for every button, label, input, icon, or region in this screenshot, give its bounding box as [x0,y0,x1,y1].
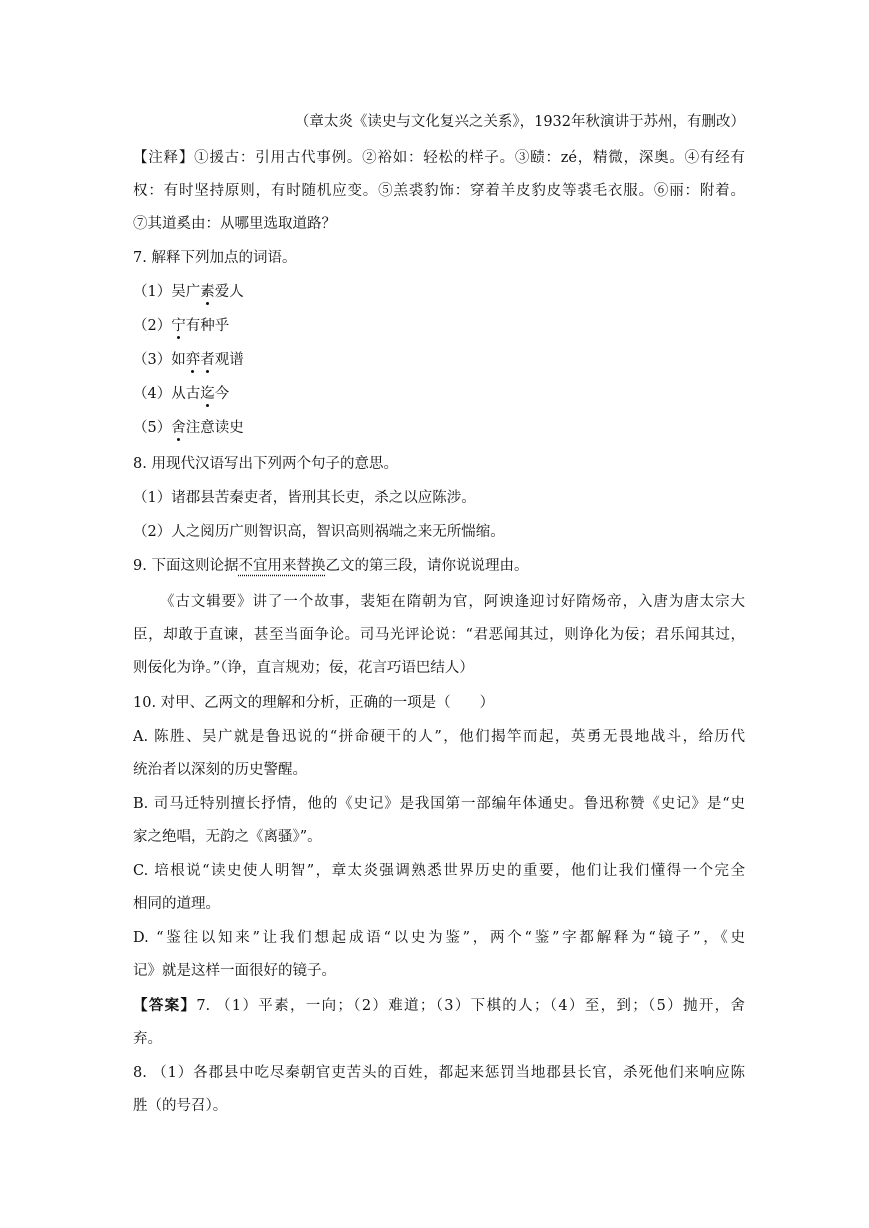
q9-passage-line-2: 臣，却敢于直谏，甚至当面争论。司马光评论说：“君恶闻其过，则诤化为佞；君乐闻其过， [133,627,745,643]
q9-passage-line-3: 则佞化为诤。”（诤，直言规劝；佞，花言巧语巴结人） [133,660,474,676]
q10-option-a-line-2: 统治者以深刻的历史警醒。 [133,762,307,778]
q10-option-b-line-2: 家之绝唱，无韵之《离骚》”。 [133,829,322,845]
q10-option-b-line-1: B. 司马迁特别擅长抒情，他的《史记》是我国第一部编年体通史。鲁迅称赞《史记》是“史 [133,796,745,812]
question-8-title: 8. 用现代汉语写出下列两个句子的意思。 [133,456,398,472]
q7-item-2: （2）宁有种乎 [133,318,230,334]
dotted-char: 者 [200,352,215,368]
q8-sentence-2: （2）人之阅历广则智识高，智识高则祸端之来无所惴缩。 [133,524,505,540]
q10-option-a-line-1: A. 陈胜、吴广就是鲁迅说的“拼命硬干的人”，他们揭竿而起，英勇无畏地战斗，给历代 [133,729,745,745]
answer-label: 【答案】 [133,997,197,1014]
question-9-title: 9. 下面这则论据不宜用来替换乙文的第三段，请你说说理由。 [133,558,529,574]
answer-7-line-2: 弃。 [133,1031,162,1047]
q7-item-1: （1）吴广素爱人 [133,284,244,300]
q10-option-d-line-1: D. “鉴往以知来”让我们想起成语“以史为鉴”，两个“鉴”字都解释为“镜子”，《史 [133,930,745,946]
notes-line-3: ⑦其道奚由：从哪里选取道路？ [133,216,336,232]
answer-8-line-1: 8. （1）各郡县中吃尽秦朝官吏苦头的百姓，都起来惩罚当地郡县长官，杀死他们来响应陈 [133,1065,745,1081]
notes-line-1: 【注释】①援古：引用古代事例。②裕如：轻松的样子。③赜：zé，精微，深奥。④有经有 [133,150,745,166]
dotted-word: 舍 [171,420,186,436]
dotted-word-group [186,352,215,368]
question-7-title: 7. 解释下列加点的词语。 [133,250,297,266]
q7-item-5: （5）舍注意读史 [133,420,244,436]
q10-option-c-line-1: C. 培根说“读史使人明智”，章太炎强调熟悉世界历史的重要，他们让我们懂得一个完全 [133,863,745,879]
q7-item-3: （3）如弈者观谱 [133,352,244,368]
dotted-phrase: 不宜用来替换 [238,558,326,574]
source-citation: （章太炎《读史与文化复兴之关系》，1932年秋演讲于苏州，有删改） [294,114,745,130]
answer-8-line-2: 胜（的号召）。 [133,1098,228,1114]
notes-line-2: 权：有时坚持原则，有时随机应变。⑤羔裘豹饰：穿着羊皮豹皮等裘毛衣服。⑥丽：附着。 [133,183,745,199]
dotted-word: 素 [200,284,215,300]
question-10-title: 10. 对甲、乙两文的理解和分析，正确的一项是（ ） [133,695,495,711]
answer-7-line-1: 【答案】7. （1）平素，一向；（2）难道；（3）下棋的人；（4）至，到；（5）抛开，舍 [133,997,745,1014]
q10-option-c-line-2: 相同的道理。 [133,896,220,912]
q8-sentence-1: （1）诸郡县苦秦吏者，皆刑其长吏，杀之以应陈涉。 [133,490,476,506]
dotted-char: 弈 [185,352,201,368]
q10-option-d-line-2: 记》就是这样一面很好的镜子。 [133,963,336,979]
dotted-word: 宁 [171,318,186,334]
q9-passage-line-1: 《古文辑要》讲了一个故事，裴矩在隋朝为官，阿谀逢迎讨好隋炀帝，入唐为唐太宗大 [160,594,745,610]
dotted-word: 迄 [200,386,215,402]
q7-item-4: （4）从古迄今 [133,386,230,402]
